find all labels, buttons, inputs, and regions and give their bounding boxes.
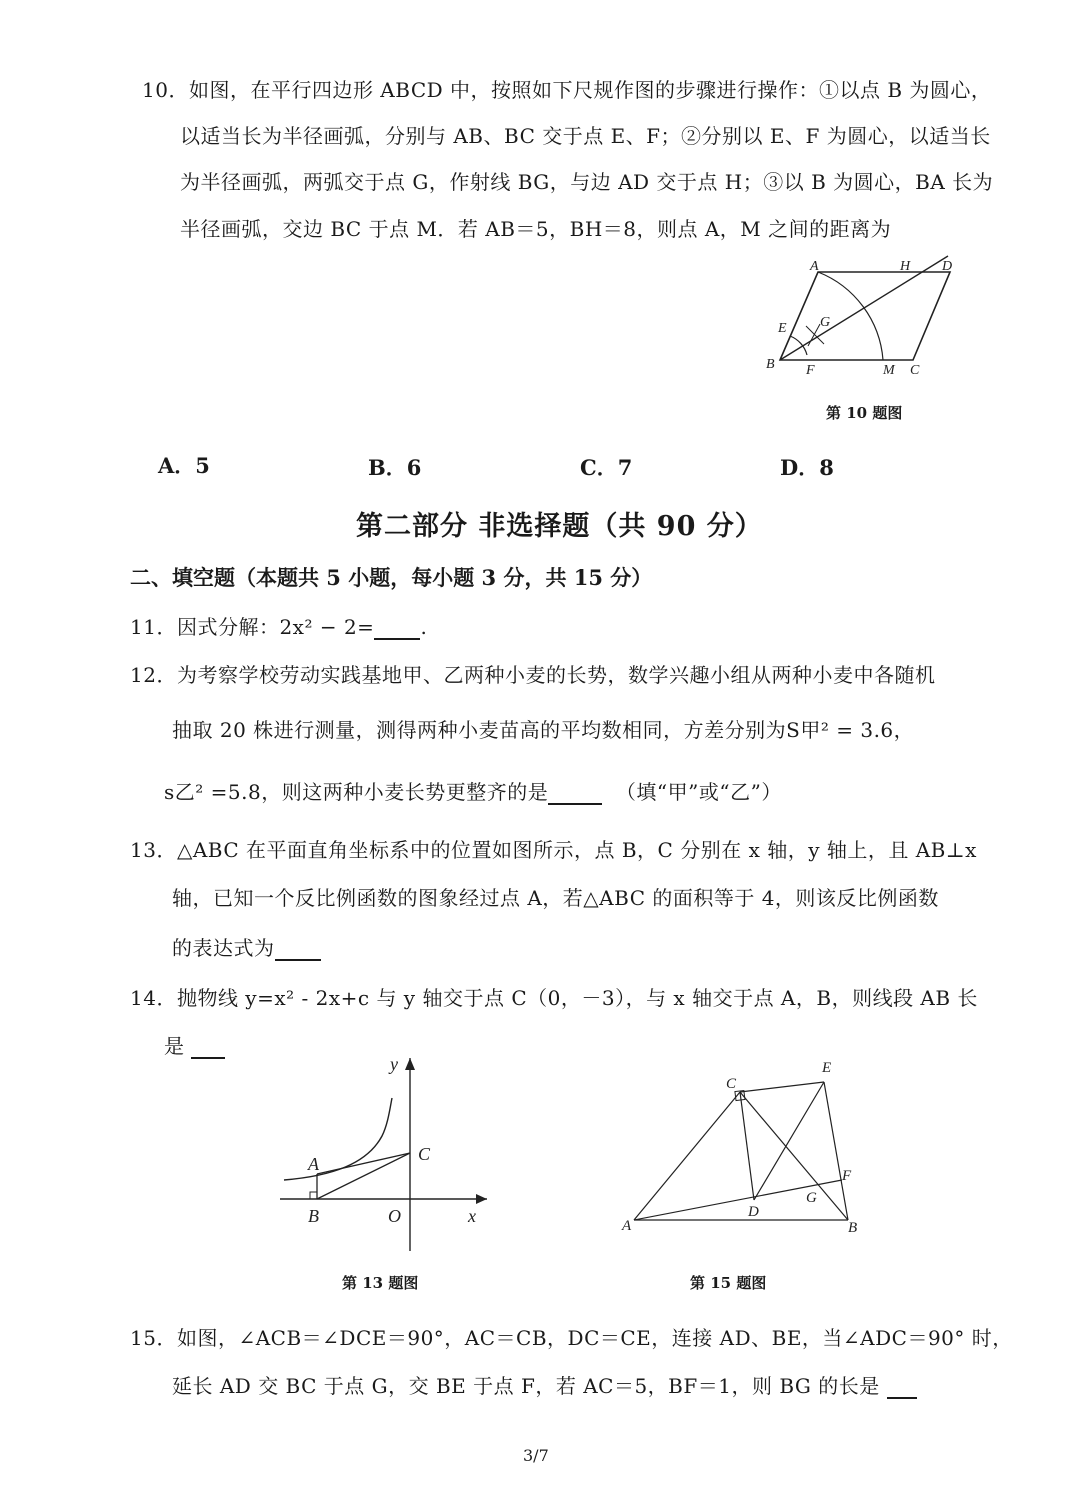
label-f: F — [806, 363, 815, 378]
q13-figure — [272, 1046, 502, 1256]
q11-text: 11．因式分解：2x² − 2= — [130, 615, 375, 639]
label-b: B — [308, 1206, 319, 1226]
q11 — [130, 611, 427, 640]
segment-bc — [317, 1153, 410, 1199]
q10-line-3: 为半径画弧，两弧交于点 G，作射线 BG，与边 AD 交于点 H；③以 B 为圆心，BA 长为 — [180, 170, 994, 194]
segment-eb — [824, 1082, 848, 1220]
label-m: M — [883, 363, 895, 378]
q14-line-2 — [164, 1030, 225, 1059]
parallelogram-abcd — [780, 272, 950, 360]
segment-ce — [740, 1082, 824, 1092]
label-g: G — [806, 1190, 817, 1206]
q12-line-3a: s乙² =5.8，则这两种小麦长势更整齐的是 — [164, 780, 549, 804]
label-a: A — [308, 1154, 319, 1174]
q13-caption: 第 13 题图 — [342, 1274, 419, 1292]
label-y: y — [390, 1054, 398, 1074]
section-title: 第二部分 非选择题（共 90 分） — [356, 511, 763, 542]
label-a: A — [810, 259, 819, 274]
q10-choice-a: A．5 — [158, 453, 210, 478]
q15-line-1: 15．如图，∠ACB＝∠DCE＝90°，AC＝CB，DC＝CE，连接 AD、BE，当∠ADC＝90° 时， — [130, 1326, 1013, 1350]
q14-line-1: 14．抛物线 y=x² - 2x+c 与 y 轴交于点 C（0，－3），与 x 轴交于点 A，B，则线段 AB 长 — [130, 986, 978, 1010]
q15-figure — [612, 1052, 872, 1242]
q10-figure — [760, 250, 970, 390]
right-angle-mark — [310, 1192, 317, 1199]
label-b: B — [848, 1220, 858, 1236]
label-g: G — [820, 315, 831, 330]
label-h: H — [900, 259, 911, 274]
q14-blank — [191, 1039, 225, 1059]
q10-line-1: 10．如图，在平行四边形 ABCD 中，按照如下尺规作图的步骤进行操作：①以点 B 为圆心， — [142, 78, 992, 102]
q15-blank — [887, 1379, 917, 1399]
q12-line-1: 12．为考察学校劳动实践基地甲、乙两种小麦的长势，数学兴趣小组从两种小麦中各随机 — [130, 663, 936, 687]
x-axis-arrow — [476, 1194, 487, 1204]
q10-line-2: 以适当长为半径画弧，分别与 AB、BC 交于点 E、F；②分别以 E、F 为圆心，以适当长 — [180, 124, 991, 148]
q12-line-3b: （填“甲”或“乙”） — [615, 780, 782, 804]
fill-heading: 二、填空题（本题共 5 小题，每小题 3 分，共 15 分） — [130, 565, 653, 590]
q13-line-1: 13．△ABC 在平面直角坐标系中的位置如图所示，点 B，C 分别在 x 轴，y 轴上，且 AB⊥x — [130, 838, 977, 862]
q14-line-2-text: 是 — [164, 1034, 185, 1058]
segment-cd — [740, 1092, 754, 1200]
label-o: O — [388, 1206, 401, 1226]
label-c: C — [418, 1144, 431, 1164]
q13-line-3 — [172, 932, 321, 961]
segment-cb — [740, 1092, 848, 1220]
q11-end: . — [420, 615, 428, 639]
q12-line-2: 抽取 20 株进行测量，测得两种小麦苗高的平均数相同，方差分别为S甲² = 3.6， — [172, 718, 915, 742]
q15-caption: 第 15 题图 — [690, 1274, 767, 1292]
label-b: B — [766, 357, 775, 372]
label-c: C — [726, 1076, 737, 1092]
q10-caption: 第 10 题图 — [826, 404, 903, 422]
segment-ac — [634, 1092, 740, 1220]
q12-blank — [548, 785, 602, 805]
page-number: 3/7 — [523, 1446, 549, 1465]
q12-line-3 — [164, 776, 782, 805]
q10-line-4: 半径画弧，交边 BC 于点 M．若 AB＝5，BH＝8，则点 A，M 之间的距离为 — [180, 217, 892, 241]
y-axis-arrow — [405, 1058, 415, 1070]
label-d: D — [942, 259, 953, 274]
label-e: E — [822, 1060, 832, 1076]
label-x: x — [468, 1206, 476, 1226]
label-f: F — [842, 1168, 852, 1184]
label-d: D — [748, 1204, 759, 1220]
hyperbola-branch — [284, 1098, 392, 1180]
label-a: A — [622, 1218, 632, 1234]
q13-blank — [275, 941, 321, 961]
q10-choice-b: B．6 — [368, 455, 422, 480]
q11-blank — [374, 620, 420, 640]
q15-line-2-text: 延长 AD 交 BC 于点 G，交 BE 于点 F，若 AC＝5，BF＝1，则 BG 的长是 — [172, 1374, 880, 1398]
q15-line-2 — [172, 1370, 917, 1399]
segment-de — [754, 1082, 824, 1200]
label-c: C — [910, 363, 920, 378]
q10-choice-d: D．8 — [780, 455, 834, 480]
q13-line-3-text: 的表达式为 — [172, 936, 275, 960]
q13-line-2: 轴，已知一个反比例函数的图象经过点 A，若△ABC 的面积等于 4，则该反比例函数 — [172, 886, 939, 910]
q10-choice-c: C．7 — [580, 455, 633, 480]
label-e: E — [778, 321, 787, 336]
